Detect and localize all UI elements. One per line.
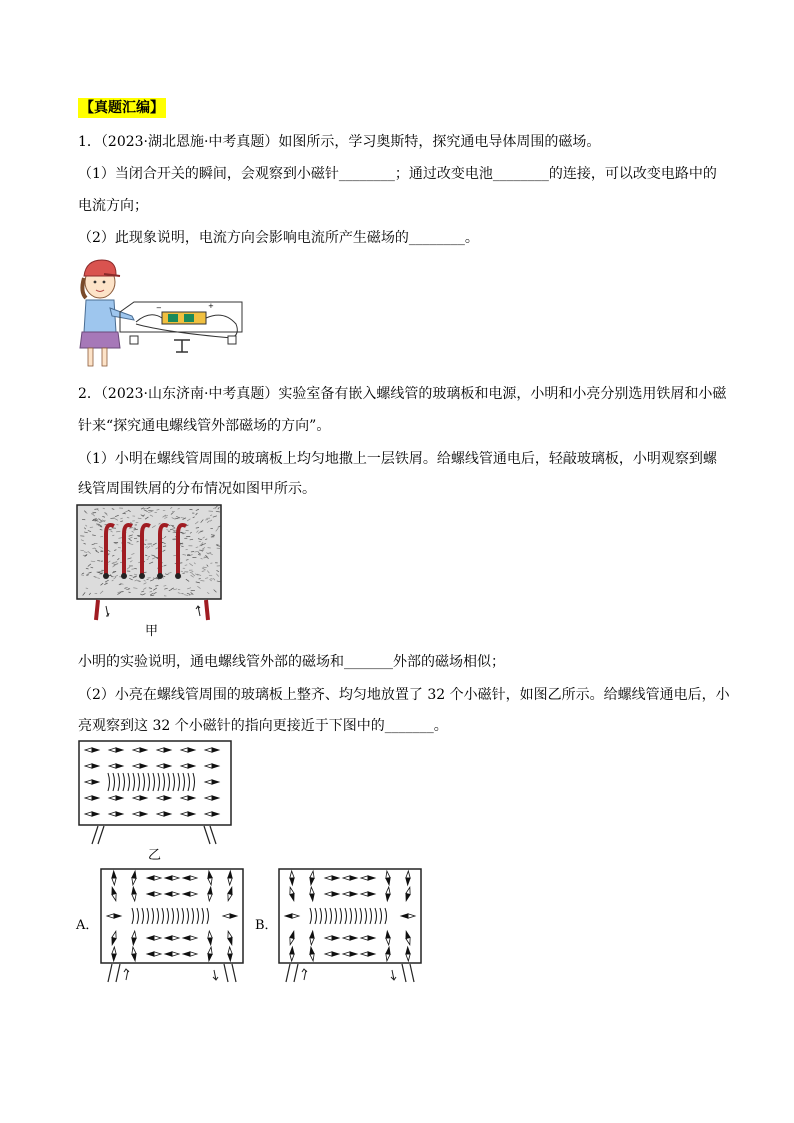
- section-tag: 【真题汇编】: [80, 100, 164, 116]
- option-b-figure: [278, 868, 424, 984]
- q1-sub1-line2: 电流方向；: [78, 198, 148, 214]
- current-arrow-icon: [213, 970, 218, 980]
- current-arrow-icon: [302, 969, 307, 980]
- compass-stand: [174, 340, 190, 352]
- current-arrow-icon: [124, 969, 129, 980]
- student-illustration: [80, 260, 134, 366]
- switch-base: [130, 336, 138, 344]
- current-arrow-icon: [106, 606, 109, 616]
- battery-cell: [168, 314, 178, 322]
- q1-sub2: （2）此现象说明，电流方向会影响电流所产生磁场的________。: [78, 230, 479, 246]
- current-arrow-icon: [391, 970, 396, 980]
- q2-sub2-line2: 亮观察到这 32 个小磁针的指向更接近于下图中的_______。: [78, 718, 448, 734]
- figure-yi-label: 乙: [148, 848, 162, 863]
- q2-stem-line2: 针来“探究通电螺线管外部磁场的方向”。: [78, 418, 331, 434]
- oersted-experiment-figure: [74, 252, 246, 370]
- svg-text:−: −: [156, 304, 162, 312]
- option-b-label: B．: [255, 918, 278, 933]
- compass-grid-figure-yi: [78, 740, 238, 846]
- q2-conclusion: 小明的实验说明，通电螺线管外部的磁场和_______外部的磁场相似；: [78, 654, 505, 670]
- q1-sub1-line1: （1）当闭合开关的瞬间，会观察到小磁针________；通过改变电池________的连接，可以改变电路中的: [78, 166, 717, 182]
- current-arrow-icon: [196, 606, 200, 616]
- q2-stem-line1: 2．（2023·山东济南·中考真题）实验室备有嵌入螺线管的玻璃板和电源，小明和小亮分别选用铁屑和小磁: [78, 386, 727, 402]
- circuit-board: [120, 302, 242, 352]
- q2-sub2-line1: （2）小亮在螺线管周围的玻璃板上整齐、均匀地放置了 32 个小磁针，如图乙所示。给螺线管通电后，小: [78, 687, 730, 703]
- option-a-label: A．: [76, 918, 99, 933]
- q1-stem: 1．（2023·湖北恩施·中考真题）如图所示，学习奥斯特，探究通电导体周围的磁场。: [78, 134, 601, 150]
- battery-cell: [184, 314, 194, 322]
- q2-sub1-line2: 线管周围铁屑的分布情况如图甲所示。: [78, 481, 316, 497]
- iron-filings-figure: [76, 504, 226, 622]
- q2-sub1-line1: （1）小明在螺线管周围的玻璃板上均匀地撒上一层铁屑。给螺线管通电后，轻敲玻璃板，小明观察到螺: [78, 451, 717, 467]
- option-a-figure: [100, 868, 246, 984]
- svg-text:+: +: [208, 302, 214, 310]
- figure-jia-label: 甲: [145, 624, 159, 639]
